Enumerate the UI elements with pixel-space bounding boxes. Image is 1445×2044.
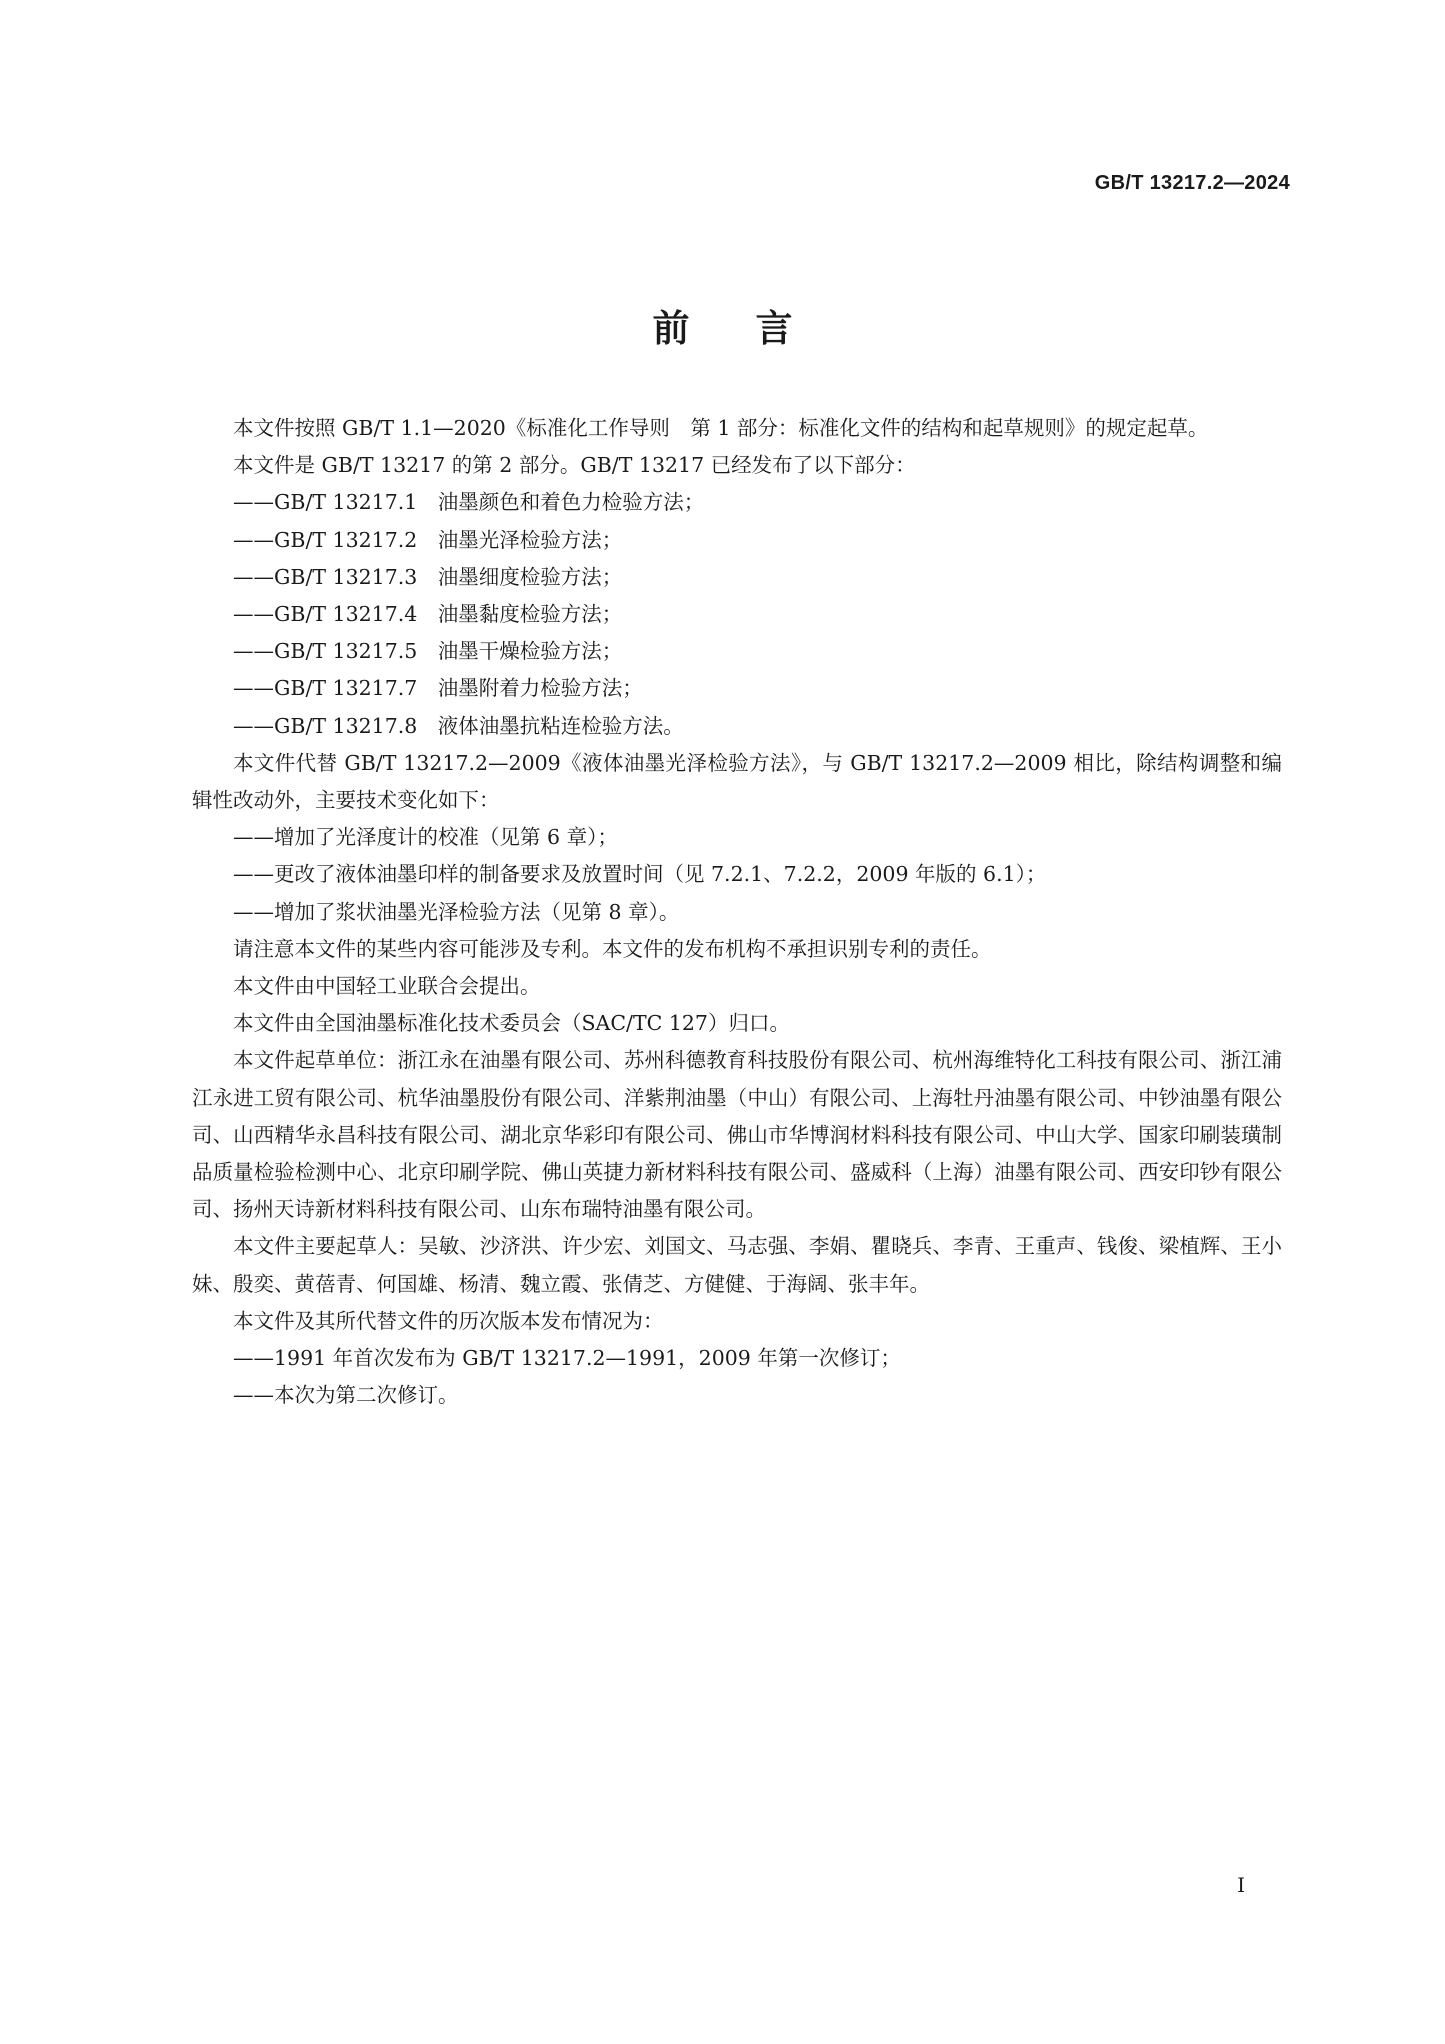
list-item-history-1: ——1991 年首次发布为 GB/T 13217.2—1991，2009 年第一次修订； <box>233 1346 901 1371</box>
list-item-part-1: ——GB/T 13217.1 油墨颜色和着色力检验方法； <box>233 490 705 515</box>
paragraph-version-history: 本文件及其所代替文件的历次版本发布情况为： <box>233 1308 664 1333</box>
list-item-part-3: ——GB/T 13217.3 油墨细度检验方法； <box>233 564 623 589</box>
page-number: I <box>1237 1873 1245 1897</box>
page-title: 前言 <box>652 306 859 350</box>
list-item-part-5: ——GB/T 13217.5 油墨干燥检验方法； <box>233 639 623 664</box>
foreword-body <box>192 410 1282 1414</box>
list-item-part-7: ——GB/T 13217.7 油墨附着力检验方法； <box>233 676 643 701</box>
list-item-history-2: ——本次为第二次修订。 <box>233 1383 459 1408</box>
list-item-change-3: ——增加了浆状油墨光泽检验方法（见第 8 章）。 <box>233 899 680 924</box>
paragraph-drafting-units: 本文件起草单位：浙江永在油墨有限公司、苏州科德教育科技股份有限公司、杭州海维特化工科技有限公司、浙江浦江永进工贸有限公司、杭华油墨股份有限公司、洋紫荆油墨（中山）有限公司、上海牡丹油墨有限公司、中钞油墨有限公司、山西精华永昌科技有限公司、湖北京华彩印有限公司、佛山市华博润材料科技有限公司、中山大学、国家印刷装璜制品质量检验检测中心、北京印刷学院、佛山英捷力新材料科技有限公司、盛威科（上海）油墨有限公司、西安印钞有限公司、扬州天诗新材料科技有限公司、山东布瑞特油墨有限公司。 <box>192 1048 1282 1222</box>
paragraph-committee: 本文件由全国油墨标准化技术委员会（SAC/TC 127）归口。 <box>233 1011 790 1036</box>
paragraph-drafters: 本文件主要起草人：吴敏、沙济洪、许少宏、刘国文、马志强、李娟、瞿晓兵、李青、王重声、钱俊、梁植辉、王小妹、殷奕、黄蓓青、何国雄、杨清、魏立霞、张倩芝、方健健、于海阔、张丰年。 <box>192 1234 1282 1296</box>
list-item-change-2: ——更改了液体油墨印样的制备要求及放置时间（见 7.2.1、7.2.2，2009 年版的 6.1）； <box>233 862 1047 887</box>
paragraph-part-intro: 本文件是 GB/T 13217 的第 2 部分。GB/T 13217 已经发布了以下部分： <box>233 453 916 478</box>
list-item-part-4: ——GB/T 13217.4 油墨黏度检验方法； <box>233 602 623 627</box>
list-item-part-2: ——GB/T 13217.2 油墨光泽检验方法； <box>233 527 623 552</box>
standard-code: GB/T 13217.2—2024 <box>1094 172 1290 194</box>
paragraph-patent-notice: 请注意本文件的某些内容可能涉及专利。本文件的发布机构不承担识别专利的责任。 <box>233 936 992 961</box>
paragraph-proposer: 本文件由中国轻工业联合会提出。 <box>233 974 541 999</box>
list-item-change-1: ——增加了光泽度计的校准（见第 6 章）； <box>233 825 618 850</box>
list-item-part-8: ——GB/T 13217.8 液体油墨抗粘连检验方法。 <box>233 713 684 738</box>
paragraph-drafting-rules: 本文件按照 GB/T 1.1—2020《标准化工作导则 第 1 部分：标准化文件的结构和起草规则》的规定起草。 <box>233 416 1209 440</box>
paragraph-replacement: 本文件代替 GB/T 13217.2—2009《液体油墨光泽检验方法》，与 GB/T 13217.2—2009 相比，除结构调整和编辑性改动外，主要技术变化如下： <box>192 750 1282 813</box>
